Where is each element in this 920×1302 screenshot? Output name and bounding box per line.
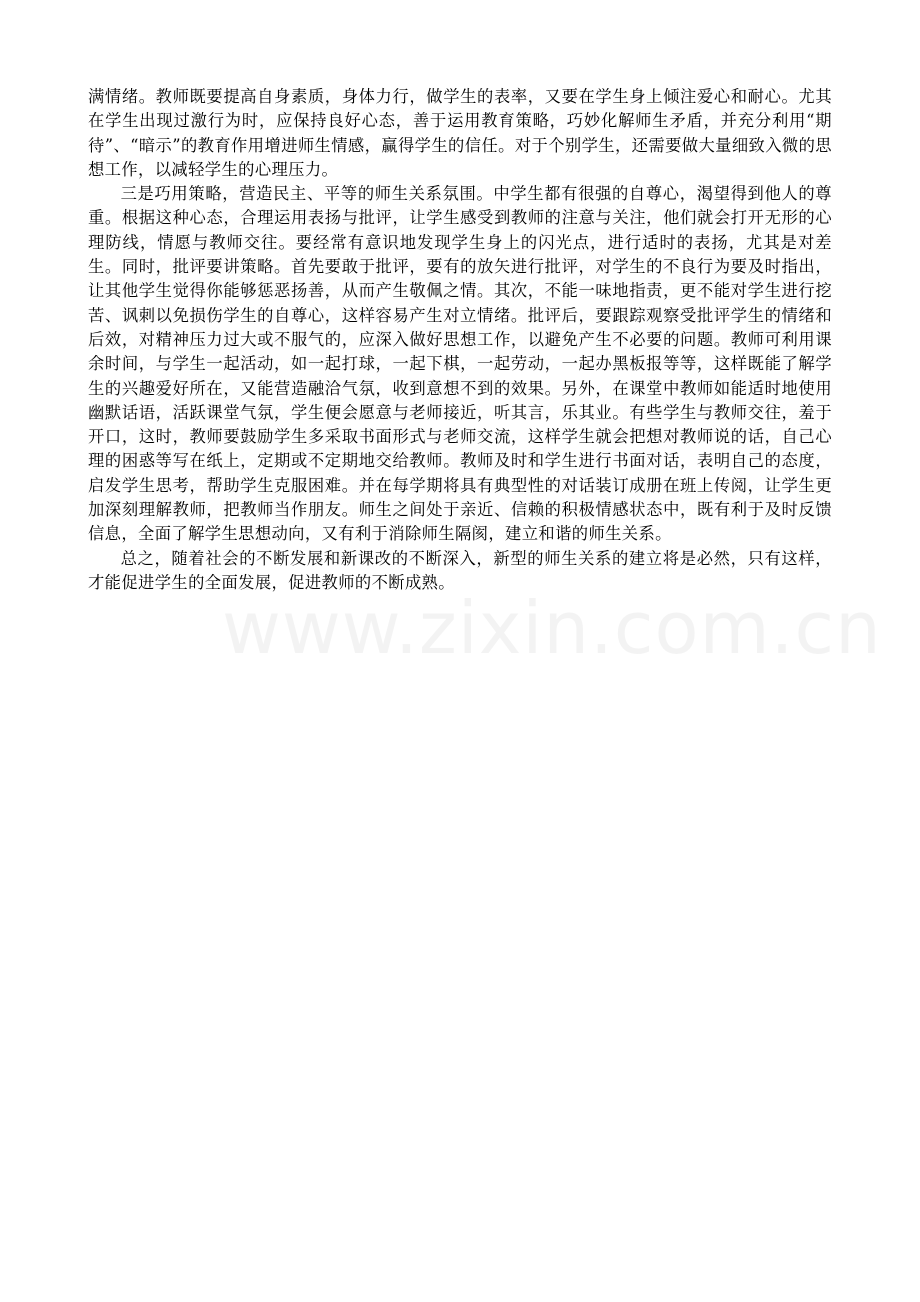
paragraph-conclusion: 总之，随着社会的不断发展和新课改的不断深入，新型的师生关系的建立将是必然，只有这样，才能促进学生的全面发展，促进教师的不断成熟。 bbox=[88, 548, 832, 592]
document-body bbox=[88, 85, 832, 595]
paragraph-continuation: 满情绪。教师既要提高自身素质，身体力行，做学生的表率，又要在学生身上倾注爱心和耐心。尤其在学生出现过激行为时，应保持良好心态，善于运用教育策略，巧妙化解师生矛盾，并充分利用“期待”、“暗示”的教育作用增进师生情感，赢得学生的信任。对于个别学生，还需要做大量细致入微的思想工作，以减轻学生的心理压力。 bbox=[88, 87, 832, 179]
paragraph-strategy: 三是巧用策略，营造民主、平等的师生关系氛围。中学生都有很强的自尊心，渴望得到他人的尊重。根据这种心态，合理运用表扬与批评，让学生感受到教师的注意与关注，他们就会打开无形的心理防线，情愿与教师交往。要经常有意识地发现学生身上的闪光点，进行适时的表扬，尤其是对差生。同时，批评要讲策略。首先要敢于批评，要有的放矢进行批评，对学生的不良行为要及时指出，让其他学生觉得你能够惩恶扬善，从而产生敬佩之情。其次，不能一味地指责，更不能对学生进行挖苦、讽刺以免损伤学生的自尊心，这样容易产生对立情绪。批评后，要跟踪观察受批评学生的情绪和后效，对精神压力过大或不服气的，应深入做好思想工作，以避免产生不必要的问题。教师可利用课余时间，与学生一起活动，如一起打球，一起下棋，一起劳动，一起办黑板报等等，这样既能了解学生的兴趣爱好所在，又能营造融洽气氛，收到意想不到的效果。另外，在课堂中教师如能适时地使用幽默话语，活跃课堂气氛，学生便会愿意与老师接近，听其言，乐其业。有些学生与教师交往，羞于开口，这时，教师要鼓励学生多采取书面形式与老师交流，这样学生就会把想对教师说的话，自己心理的困惑等写在纸上，定期或不定期地交给教师。教师及时和学生进行书面对话，表明自己的态度，启发学生思考，帮助学生克服困难。并在每学期将具有典型性的对话装订成册在班上传阅，让学生更加深刻理解教师，把教师当作朋友。师生之间处于亲近、信赖的积极情感状态中，既有利于及时反馈信息，全面了解学生思想动向，又有利于消除师生隔阂，建立和谐的师生关系。 bbox=[88, 184, 832, 544]
watermark-text: www.zixin.com.cn bbox=[222, 586, 882, 670]
